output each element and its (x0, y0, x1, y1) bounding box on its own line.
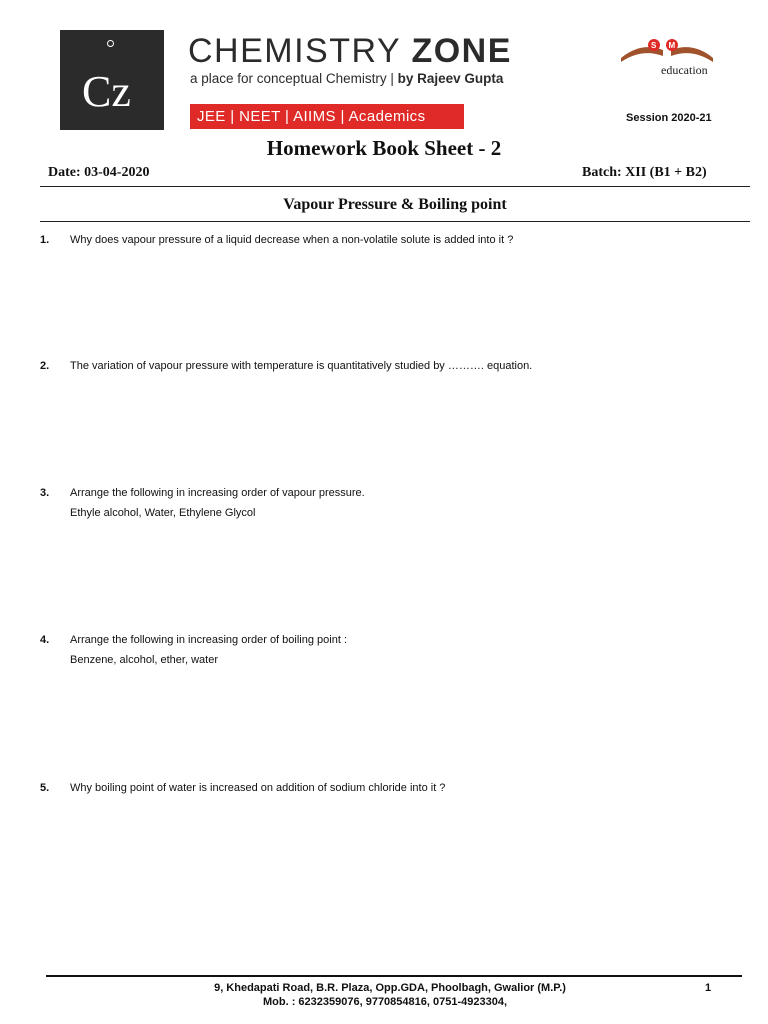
partner-logo-text: education (661, 63, 708, 77)
session-label: Session 2020-21 (626, 112, 712, 124)
question-line: Arrange the following in increasing order of boiling point : (70, 634, 347, 646)
brand-title-bold: ZONE (411, 32, 512, 70)
page-number: 1 (705, 982, 712, 994)
brand-title (188, 33, 512, 69)
question-number: 5. (40, 782, 50, 794)
brand-tagline (190, 71, 503, 86)
question-text (70, 230, 513, 250)
exam-strip: JEE | NEET | AIIMS | Academics (190, 104, 464, 129)
footer-rule (46, 975, 742, 977)
question-number: 4. (40, 634, 50, 646)
partner-initial-s: S (651, 41, 657, 50)
logo-letters: Cz (82, 67, 131, 116)
sheet-title: Homework Book Sheet - 2 (266, 136, 502, 160)
tagline-author: by Rajeev Gupta (397, 71, 504, 86)
question-number: 1. (40, 234, 50, 246)
question-line: Why does vapour pressure of a liquid decrease when a non-volatile solute is added into it ? (70, 234, 514, 246)
partner-initial-m: M (668, 41, 676, 50)
tagline-light: a place for conceptual Chemistry | (190, 71, 398, 86)
question-line: Ethyle alcohol, Water, Ethylene Glycol (70, 507, 256, 519)
question-line: Arrange the following in increasing order of vapour pressure. (70, 487, 365, 499)
cz-logo (60, 30, 164, 130)
question-number: 3. (40, 487, 50, 499)
footer-address: 9, Khedapati Road, B.R. Plaza, Opp.GDA, Phoolbagh, Gwalior (M.P.) (214, 982, 566, 994)
question-text (70, 778, 445, 798)
question-text (70, 483, 365, 523)
footer-contact: Mob. : 6232359076, 9770854816, 0751-4923304, (262, 996, 508, 1008)
sheet-date: Date: 03-04-2020 (48, 165, 150, 180)
topic-heading: Vapour Pressure & Boiling point (283, 196, 507, 213)
divider-topic (40, 221, 750, 222)
brand-title-light: CHEMISTRY (188, 32, 412, 70)
question-text (70, 630, 347, 670)
divider-top (40, 186, 750, 187)
question-line: Benzene, alcohol, ether, water (70, 654, 218, 666)
question-line: Why boiling point of water is increased on addition of sodium chloride into it ? (70, 782, 446, 794)
sheet-batch: Batch: XII (B1 + B2) (582, 165, 707, 180)
question-number: 2. (40, 360, 50, 372)
logo-dot-icon (107, 40, 114, 47)
question-line: The variation of vapour pressure with temperature is quantitatively studied by ………. equation. (70, 360, 533, 372)
question-text (70, 356, 532, 376)
